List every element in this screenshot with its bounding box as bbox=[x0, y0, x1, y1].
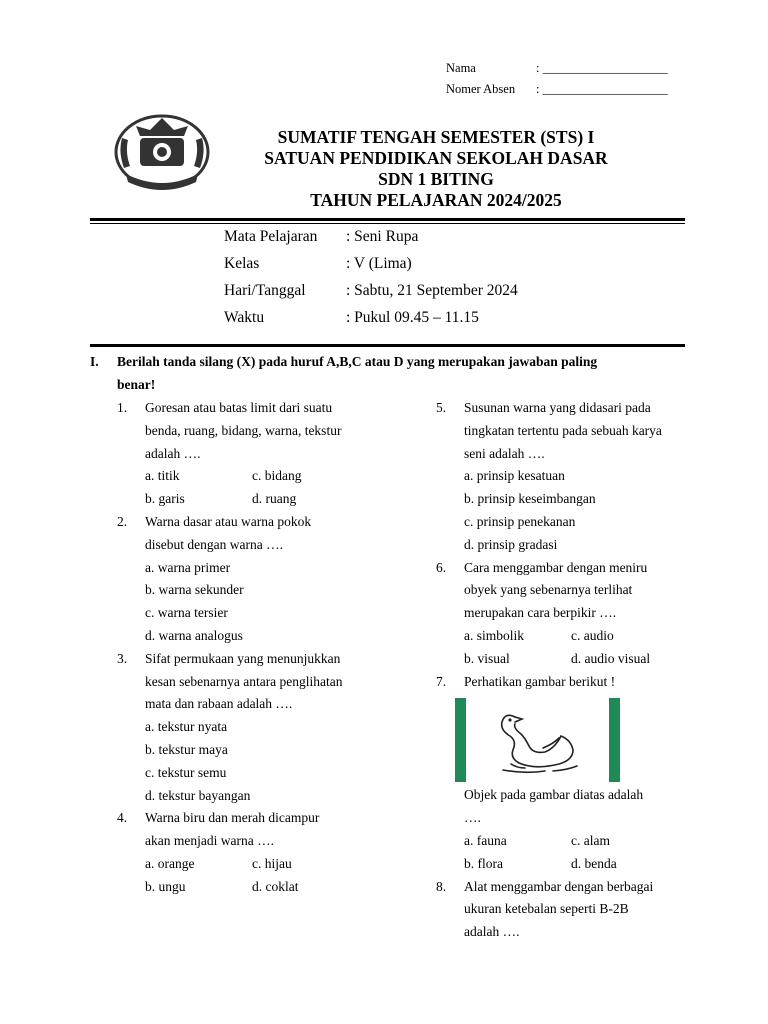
question-text: ukuran ketebalan seperti B-2B bbox=[464, 901, 629, 917]
option-a: a. fauna bbox=[464, 832, 507, 848]
option-a: a. tekstur nyata bbox=[145, 719, 228, 735]
tanggal-label: Hari/Tanggal bbox=[224, 282, 306, 299]
mapel-label: Mata Pelajaran bbox=[224, 228, 318, 245]
question-text: seni adalah …. bbox=[464, 445, 545, 461]
waktu-label: Waktu bbox=[224, 309, 265, 326]
option-b: b. tekstur maya bbox=[145, 741, 228, 757]
question-3 bbox=[117, 648, 417, 808]
section-instruction-line-2: benar! bbox=[117, 377, 156, 392]
question-text: …. bbox=[464, 810, 481, 826]
question-text: Alat menggambar dengan berbagai bbox=[464, 878, 654, 894]
school-emblem-logo bbox=[112, 108, 212, 192]
option-a: a. orange bbox=[145, 855, 195, 871]
question-number: 7. bbox=[436, 673, 447, 689]
question-text: disebut dengan warna …. bbox=[145, 536, 283, 552]
question-number: 1. bbox=[117, 400, 128, 415]
option-c: c. audio bbox=[571, 627, 614, 643]
question-text: Objek pada gambar diatas adalah bbox=[464, 787, 644, 803]
question-number: 8. bbox=[436, 878, 447, 894]
question-text: merupakan cara berpikir …. bbox=[464, 605, 617, 621]
section-number: I. bbox=[90, 354, 99, 369]
header-divider-thick bbox=[90, 218, 685, 221]
question-5 bbox=[436, 397, 726, 557]
question-text: mata dan rabaan adalah …. bbox=[145, 696, 293, 712]
option-d: d. coklat bbox=[252, 878, 299, 894]
kelas-label: Kelas bbox=[224, 255, 260, 272]
option-b: b. ungu bbox=[145, 878, 186, 894]
title-line-3: SDN 1 BITING bbox=[378, 169, 494, 189]
question-1 bbox=[117, 397, 417, 511]
question-text: tingkatan tertentu pada sebuah karya bbox=[464, 422, 662, 438]
option-d: d. benda bbox=[571, 855, 617, 871]
option-c: c. tekstur semu bbox=[145, 764, 227, 780]
question-6 bbox=[436, 557, 726, 671]
question-text: Cara menggambar dengan meniru bbox=[464, 559, 648, 575]
absen-field bbox=[446, 82, 668, 97]
option-c: c. bidang bbox=[252, 468, 302, 484]
question-text: akan menjadi warna …. bbox=[145, 833, 274, 849]
question-text: adalah …. bbox=[145, 445, 201, 461]
questions-left-column bbox=[117, 397, 417, 899]
exam-info bbox=[224, 223, 518, 331]
option-c: c. hijau bbox=[252, 855, 292, 871]
option-b: b. flora bbox=[464, 855, 503, 871]
option-c: c. prinsip penekanan bbox=[464, 513, 576, 529]
option-d: d. prinsip gradasi bbox=[464, 536, 558, 552]
title-line-2: SATUAN PENDIDIKAN SEKOLAH DASAR bbox=[264, 148, 608, 168]
option-a: a. warna primer bbox=[145, 559, 231, 575]
title-line-1: SUMATIF TENGAH SEMESTER (STS) I bbox=[277, 127, 595, 147]
question-number: 4. bbox=[117, 810, 128, 826]
question-text: Sifat permukaan yang menunjukkan bbox=[145, 650, 341, 666]
question-text: Susunan warna yang didasari pada bbox=[464, 400, 651, 415]
option-b: b. visual bbox=[464, 650, 510, 666]
tanggal-value: : Sabtu, 21 September 2024 bbox=[346, 282, 518, 299]
question-2 bbox=[117, 511, 417, 648]
nama-field bbox=[446, 61, 668, 76]
option-a: a. prinsip kesatuan bbox=[464, 468, 565, 484]
question-4 bbox=[117, 807, 417, 898]
question-text: Goresan atau batas limit dari suatu bbox=[145, 400, 333, 415]
option-d: d. tekstur bayangan bbox=[145, 787, 251, 803]
questions-right-column bbox=[436, 397, 726, 944]
question-text: adalah …. bbox=[464, 924, 520, 940]
question-text: Warna biru dan merah dicampur bbox=[145, 810, 320, 826]
option-b: b. warna sekunder bbox=[145, 582, 244, 598]
absen-label: Nomer Absen bbox=[446, 82, 516, 96]
nama-blank: : ____________________ bbox=[536, 61, 668, 75]
option-a: a. titik bbox=[145, 468, 180, 484]
option-b: b. prinsip keseimbangan bbox=[464, 491, 596, 507]
question-number: 3. bbox=[117, 650, 128, 666]
option-b: b. garis bbox=[145, 491, 185, 507]
swan-picture bbox=[455, 698, 620, 782]
option-c: c. warna tersier bbox=[145, 605, 228, 621]
question-number: 5. bbox=[436, 400, 447, 415]
mapel-value: : Seni Rupa bbox=[346, 228, 419, 245]
question-text: Perhatikan gambar berikut ! bbox=[464, 673, 616, 689]
question-text: Warna dasar atau warna pokok bbox=[145, 513, 312, 529]
question-number: 2. bbox=[117, 513, 128, 529]
nama-label: Nama bbox=[446, 61, 476, 75]
option-a: a. simbolik bbox=[464, 627, 524, 643]
question-number: 6. bbox=[436, 559, 447, 575]
question-8 bbox=[436, 876, 726, 944]
option-d: d. ruang bbox=[252, 491, 297, 507]
option-c: c. alam bbox=[571, 832, 610, 848]
question-text: kesan sebenarnya antara penglihatan bbox=[145, 673, 343, 689]
title-line-4: TAHUN PELAJARAN 2024/2025 bbox=[310, 190, 562, 210]
option-d: d. audio visual bbox=[571, 650, 651, 666]
info-divider bbox=[90, 344, 685, 347]
waktu-value: : Pukul 09.45 – 11.15 bbox=[346, 309, 479, 326]
kelas-value: : V (Lima) bbox=[346, 255, 412, 272]
question-text: benda, ruang, bidang, warna, tekstur bbox=[145, 422, 342, 438]
question-text: obyek yang sebenarnya terlihat bbox=[464, 582, 633, 598]
section-instruction-line-1: Berilah tanda silang (X) pada huruf A,B,C atau D yang merupakan jawaban paling bbox=[117, 354, 598, 369]
absen-blank: : ____________________ bbox=[536, 82, 668, 96]
option-d: d. warna analogus bbox=[145, 627, 243, 643]
